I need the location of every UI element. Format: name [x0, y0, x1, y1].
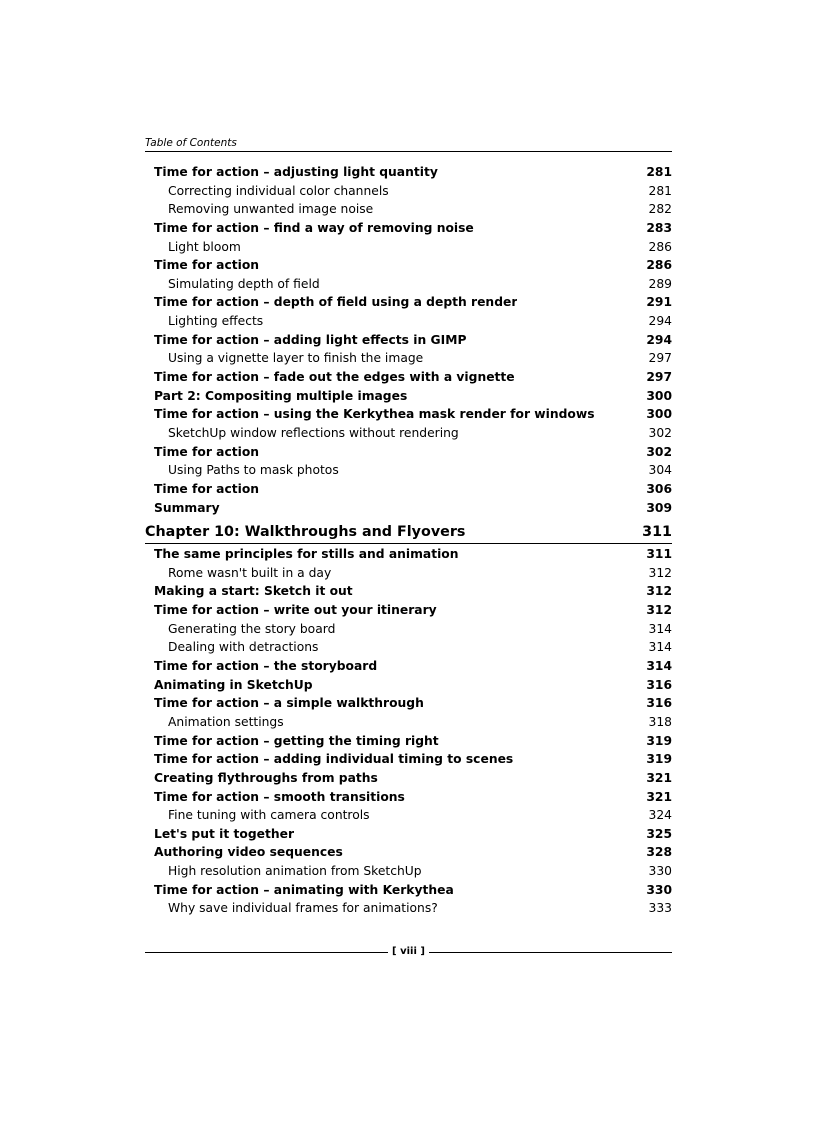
toc-entry-title: Time for action – getting the timing right: [154, 733, 439, 748]
toc-entry: [145, 620, 672, 639]
toc-entry-title: Removing unwanted image noise: [168, 202, 374, 217]
toc-entry-title: Time for action – depth of field using a depth render: [154, 295, 518, 310]
toc-entry-page: 318: [648, 714, 672, 729]
toc-entry: [145, 676, 672, 695]
toc-entry: [145, 638, 672, 657]
toc-entry-title: Generating the story board: [168, 621, 336, 636]
toc-entry: [145, 219, 672, 238]
toc-entry: [145, 862, 672, 881]
toc-entry-title: Fine tuning with camera controls: [168, 808, 370, 823]
toc-entry-page: 291: [646, 295, 672, 310]
toc-entry-page: 321: [646, 789, 672, 804]
toc-entry-page: 324: [648, 808, 672, 823]
toc-entry: [145, 750, 672, 769]
toc-entry-title: Time for action – a simple walkthrough: [154, 696, 424, 711]
toc-entry-page: 282: [648, 202, 672, 217]
toc-entry: [145, 694, 672, 713]
toc-entry: [145, 293, 672, 312]
toc-entry-title: Time for action – the storyboard: [154, 659, 378, 674]
toc-entry-title: Rome wasn't built in a day: [168, 565, 332, 580]
toc-entry-title: Time for action – adding individual timing to scenes: [154, 752, 514, 767]
toc-entry: [145, 564, 672, 583]
toc-entry-page: 283: [646, 220, 672, 235]
toc-entry-title: Summary: [154, 500, 220, 515]
toc-entry: [145, 601, 672, 620]
toc-entry-page: 314: [648, 621, 672, 636]
page-number: [ viii ]: [392, 946, 425, 957]
toc-entry-title: Using a vignette layer to finish the image: [168, 351, 424, 366]
toc-entry: [145, 331, 672, 350]
toc-entry: [145, 182, 672, 201]
toc-entry: [145, 480, 672, 499]
toc-entry-page: 289: [648, 276, 672, 291]
toc-entry-title: Time for action: [154, 481, 260, 496]
toc-entry-page: 321: [646, 770, 672, 785]
toc-entry: [145, 461, 672, 480]
table-of-contents: [145, 163, 672, 918]
toc-entry: [145, 806, 672, 825]
toc-entry: [145, 582, 672, 601]
toc-entry-title: Light bloom: [168, 239, 241, 254]
toc-entry-page: 281: [648, 183, 672, 198]
toc-entry-page: 306: [646, 481, 672, 496]
toc-entry-title: Let's put it together: [154, 826, 295, 841]
toc-entry-title: Part 2: Compositing multiple images: [154, 388, 408, 403]
toc-entry: [145, 424, 672, 443]
toc-entry-page: 312: [646, 584, 672, 599]
toc-entry-title: Time for action – write out your itinerary: [154, 603, 437, 618]
toc-entry: [145, 405, 672, 424]
toc-entry-title: Lighting effects: [168, 314, 264, 329]
toc-entry-page: 304: [648, 463, 672, 478]
page-footer: [145, 944, 672, 960]
toc-entry: [145, 312, 672, 331]
toc-entry: [145, 368, 672, 387]
toc-entry: [145, 713, 672, 732]
toc-entry-title: Animation settings: [168, 714, 284, 729]
toc-entry: [145, 769, 672, 788]
toc-entry: [145, 732, 672, 751]
toc-entry-title: Time for action – animating with Kerkythea: [154, 882, 454, 897]
toc-entry-page: 281: [646, 165, 672, 179]
toc-entry-page: 314: [646, 659, 672, 674]
toc-entry: [145, 657, 672, 676]
toc-entry-title: SketchUp window reflections without rendering: [168, 425, 459, 440]
toc-entry-page: 286: [648, 239, 672, 254]
toc-entry-title: Creating flythroughs from paths: [154, 770, 378, 785]
toc-entry-page: 325: [646, 826, 672, 841]
toc-entry-page: 302: [648, 425, 672, 440]
toc-entry-title: High resolution animation from SketchUp: [168, 864, 422, 879]
toc-entry-page: 300: [646, 388, 672, 403]
toc-entry-page: 311: [646, 547, 672, 562]
toc-entry: [145, 499, 672, 518]
toc-entry-title: Making a start: Sketch it out: [154, 584, 353, 599]
toc-entry-title: Time for action – fade out the edges with a vignette: [154, 370, 515, 385]
toc-entry-page: 333: [648, 901, 672, 916]
toc-entry: [145, 881, 672, 900]
toc-entry-page: 316: [646, 677, 672, 692]
footer-rule-right: [429, 952, 672, 953]
toc-entry: [145, 843, 672, 862]
toc-entry-page: 319: [646, 733, 672, 748]
chapter-title: Chapter 10: Walkthroughs and Flyovers: [145, 524, 466, 541]
toc-entry-page: 311: [642, 524, 672, 541]
toc-entry-title: Dealing with detractions: [168, 640, 319, 655]
toc-entry-page: 316: [646, 696, 672, 711]
toc-entry-page: 302: [646, 444, 672, 459]
toc-entry-page: 309: [646, 500, 672, 515]
running-head: [145, 136, 672, 152]
chapter-heading: [145, 521, 672, 544]
toc-entry-title: Time for action – find a way of removing noise: [154, 220, 474, 235]
toc-entry-title: Time for action – adjusting light quantity: [154, 165, 438, 179]
toc-entry: [145, 163, 672, 182]
toc-entry-page: 312: [646, 603, 672, 618]
toc-entry: [145, 256, 672, 275]
toc-entry-page: 300: [646, 407, 672, 422]
toc-entry-title: Simulating depth of field: [168, 276, 320, 291]
toc-entry: [145, 545, 672, 564]
toc-entry: [145, 899, 672, 918]
toc-entry-page: 297: [648, 351, 672, 366]
toc-entry-title: Time for action – adding light effects in GIMP: [154, 332, 467, 347]
toc-entry-title: Why save individual frames for animations?: [168, 901, 438, 916]
toc-entry-page: 330: [648, 864, 672, 879]
toc-entry: [145, 349, 672, 368]
footer-rule-left: [145, 952, 388, 953]
toc-entry-page: 330: [646, 882, 672, 897]
toc-entry-title: Time for action – using the Kerkythea mask render for windows: [154, 407, 595, 422]
toc-entry-page: 312: [648, 565, 672, 580]
toc-entry-title: The same principles for stills and animation: [154, 547, 459, 562]
toc-entry-title: Authoring video sequences: [154, 845, 343, 860]
toc-entry-page: 297: [646, 370, 672, 385]
toc-entry: [145, 238, 672, 257]
toc-entry-page: 314: [648, 640, 672, 655]
toc-entry: [145, 200, 672, 219]
toc-entry-page: 319: [646, 752, 672, 767]
toc-entry-title: Animating in SketchUp: [154, 677, 313, 692]
toc-entry-title: Correcting individual color channels: [168, 183, 389, 198]
toc-entry: [145, 275, 672, 294]
toc-entry-page: 328: [646, 845, 672, 860]
toc-entry-title: Time for action: [154, 258, 260, 273]
toc-entry-page: 286: [646, 258, 672, 273]
toc-entry-title: Using Paths to mask photos: [168, 463, 339, 478]
toc-entry-title: Time for action – smooth transitions: [154, 789, 405, 804]
toc-entry: [145, 443, 672, 462]
running-head-title: Table of Contents: [145, 137, 237, 149]
toc-entry-page: 294: [646, 332, 672, 347]
toc-entry: [145, 387, 672, 406]
toc-entry: [145, 825, 672, 844]
toc-entry: [145, 788, 672, 807]
toc-entry-page: 294: [648, 314, 672, 329]
toc-entry-title: Time for action: [154, 444, 260, 459]
